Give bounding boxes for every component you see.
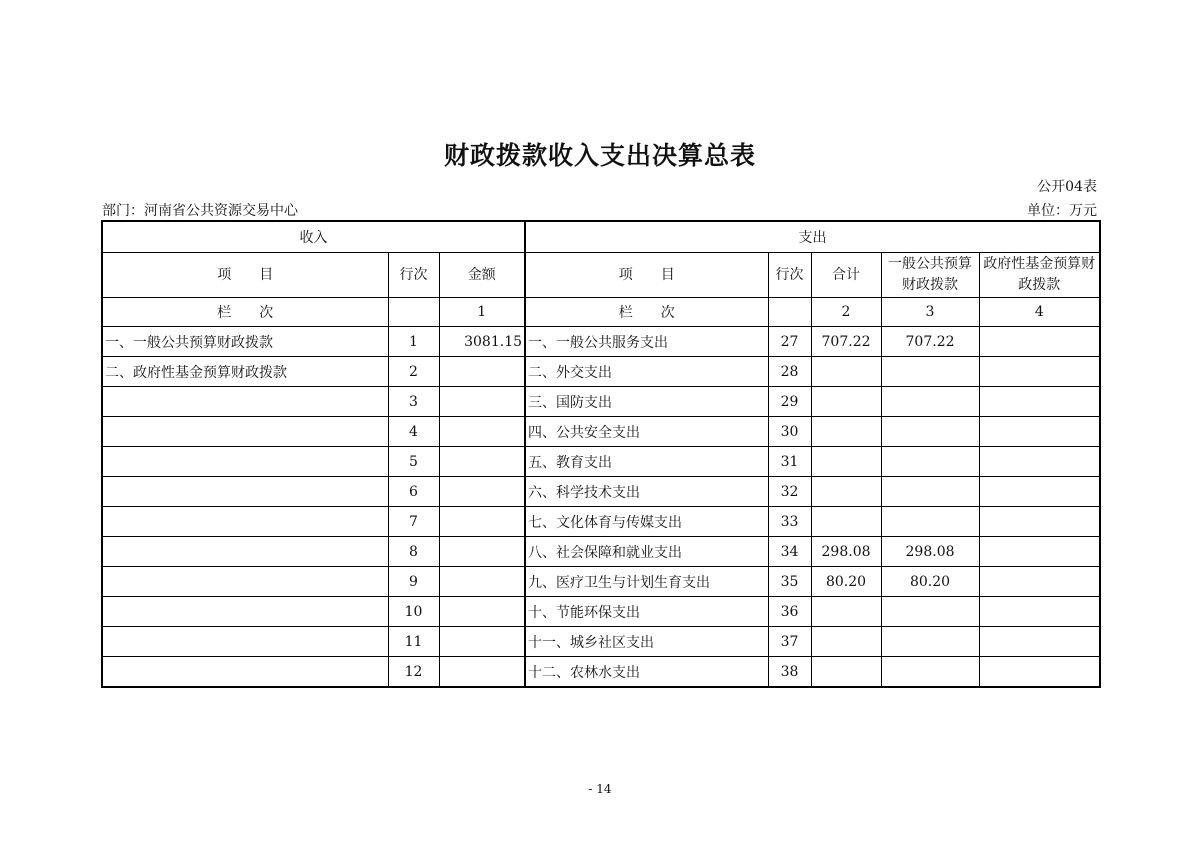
income-item-cell [102,597,388,627]
general-budget-cell [881,657,979,688]
header-row-column-numbers [102,298,1100,327]
general-budget-index: 3 [881,298,979,327]
income-amount-header: 金额 [439,253,525,298]
total-cell: 298.08 [811,537,881,567]
income-row-no-cell: 5 [388,447,439,477]
income-item-cell [102,447,388,477]
expense-row-no-cell: 28 [768,357,811,387]
gov-fund-cell [979,327,1100,357]
income-item-cell [102,627,388,657]
gov-fund-cell [979,417,1100,447]
income-row-no-index [388,298,439,327]
expense-row-no-cell: 29 [768,387,811,417]
expense-item-cell: 十一、城乡社区支出 [525,627,768,657]
income-amount-cell [439,507,525,537]
page-number: - 14 [588,782,612,796]
expense-row-no-cell: 31 [768,447,811,477]
department-label: 部门：河南省公共资源交易中心 [102,203,298,219]
table-row [102,597,1100,627]
general-budget-cell [881,597,979,627]
income-amount-cell [439,357,525,387]
general-budget-cell: 80.20 [881,567,979,597]
total-cell [811,417,881,447]
expense-column-label: 栏 次 [525,298,768,327]
expense-item-cell: 六、科学技术支出 [525,477,768,507]
total-cell [811,627,881,657]
table-row [102,447,1100,477]
general-budget-cell [881,477,979,507]
table-row [102,657,1100,688]
income-row-no-cell: 12 [388,657,439,688]
general-budget-cell [881,627,979,657]
total-cell [811,597,881,627]
general-budget-header: 一般公共预算财政拨款 [881,253,979,298]
expense-row-no-cell: 38 [768,657,811,688]
gov-fund-cell [979,537,1100,567]
income-item-cell [102,387,388,417]
income-amount-cell [439,597,525,627]
general-budget-cell: 298.08 [881,537,979,567]
general-budget-cell: 707.22 [881,327,979,357]
page-title: 财政拨款收入支出决算总表 [443,141,756,170]
income-row-no-cell: 11 [388,627,439,657]
total-index: 2 [811,298,881,327]
income-row-no-cell: 3 [388,387,439,417]
total-cell: 80.20 [811,567,881,597]
income-item-cell: 二、政府性基金预算财政拨款 [102,357,388,387]
income-item-cell [102,507,388,537]
income-row-no-cell: 6 [388,477,439,507]
expense-row-no-cell: 32 [768,477,811,507]
income-amount-cell [439,657,525,688]
table-row [102,507,1100,537]
income-header: 收入 [102,221,525,253]
expense-item-cell: 四、公共安全支出 [525,417,768,447]
expense-row-no-cell: 34 [768,537,811,567]
income-row-no-cell: 2 [388,357,439,387]
gov-fund-header: 政府性基金预算财政拨款 [979,253,1100,298]
expense-header: 支出 [525,221,1100,253]
income-amount-cell [439,627,525,657]
total-cell [811,447,881,477]
gov-fund-index: 4 [979,298,1100,327]
gov-fund-cell [979,387,1100,417]
income-row-no-header: 行次 [388,253,439,298]
expense-item-cell: 十二、农林水支出 [525,657,768,688]
gov-fund-cell [979,357,1100,387]
total-header: 合计 [811,253,881,298]
header-row-columns [102,253,1100,298]
unit-label: 单位：万元 [1027,203,1097,219]
total-cell [811,657,881,688]
income-item-header: 项 目 [102,253,388,298]
expense-row-no-cell: 37 [768,627,811,657]
income-item-cell [102,417,388,447]
expense-item-cell: 五、教育支出 [525,447,768,477]
income-item-cell [102,537,388,567]
table-row [102,327,1100,357]
income-amount-cell [439,417,525,447]
income-amount-cell [439,537,525,567]
general-budget-cell [881,447,979,477]
expense-item-cell: 一、一般公共服务支出 [525,327,768,357]
total-cell: 707.22 [811,327,881,357]
expense-row-no-cell: 30 [768,417,811,447]
income-amount-cell [439,477,525,507]
income-row-no-cell: 9 [388,567,439,597]
table-row [102,627,1100,657]
gov-fund-cell [979,447,1100,477]
expense-item-cell: 八、社会保障和就业支出 [525,537,768,567]
total-cell [811,387,881,417]
table-row [102,417,1100,447]
expense-item-cell: 三、国防支出 [525,387,768,417]
expense-item-header: 项 目 [525,253,768,298]
income-row-no-cell: 8 [388,537,439,567]
gov-fund-cell [979,627,1100,657]
income-column-label: 栏 次 [102,298,388,327]
gov-fund-cell [979,597,1100,627]
income-row-no-cell: 1 [388,327,439,357]
expense-item-cell: 九、医疗卫生与计划生育支出 [525,567,768,597]
header-row-sections [102,221,1100,253]
gov-fund-cell [979,477,1100,507]
income-row-no-cell: 4 [388,417,439,447]
general-budget-cell [881,507,979,537]
table-body [102,327,1100,688]
total-cell [811,357,881,387]
income-amount-index: 1 [439,298,525,327]
expense-item-cell: 十、节能环保支出 [525,597,768,627]
income-amount-cell [439,567,525,597]
budget-table [101,220,1101,688]
gov-fund-cell [979,507,1100,537]
expense-item-cell: 二、外交支出 [525,357,768,387]
total-cell [811,477,881,507]
table-row [102,567,1100,597]
income-item-cell: 一、一般公共预算财政拨款 [102,327,388,357]
expense-row-no-index [768,298,811,327]
income-item-cell [102,477,388,507]
general-budget-cell [881,387,979,417]
general-budget-cell [881,357,979,387]
income-row-no-cell: 10 [388,597,439,627]
income-amount-cell [439,387,525,417]
total-cell [811,507,881,537]
table-row [102,387,1100,417]
gov-fund-cell [979,567,1100,597]
expense-row-no-cell: 36 [768,597,811,627]
form-number: 公开04表 [1037,179,1097,195]
income-amount-cell [439,447,525,477]
table-row [102,357,1100,387]
gov-fund-cell [979,657,1100,688]
income-row-no-cell: 7 [388,507,439,537]
general-budget-cell [881,417,979,447]
expense-row-no-cell: 27 [768,327,811,357]
income-item-cell [102,657,388,688]
expense-item-cell: 七、文化体育与传媒支出 [525,507,768,537]
expense-row-no-cell: 35 [768,567,811,597]
expense-row-no-cell: 33 [768,507,811,537]
income-amount-cell: 3081.15 [439,327,525,357]
income-item-cell [102,567,388,597]
expense-row-no-header: 行次 [768,253,811,298]
table-row [102,537,1100,567]
table-row [102,477,1100,507]
